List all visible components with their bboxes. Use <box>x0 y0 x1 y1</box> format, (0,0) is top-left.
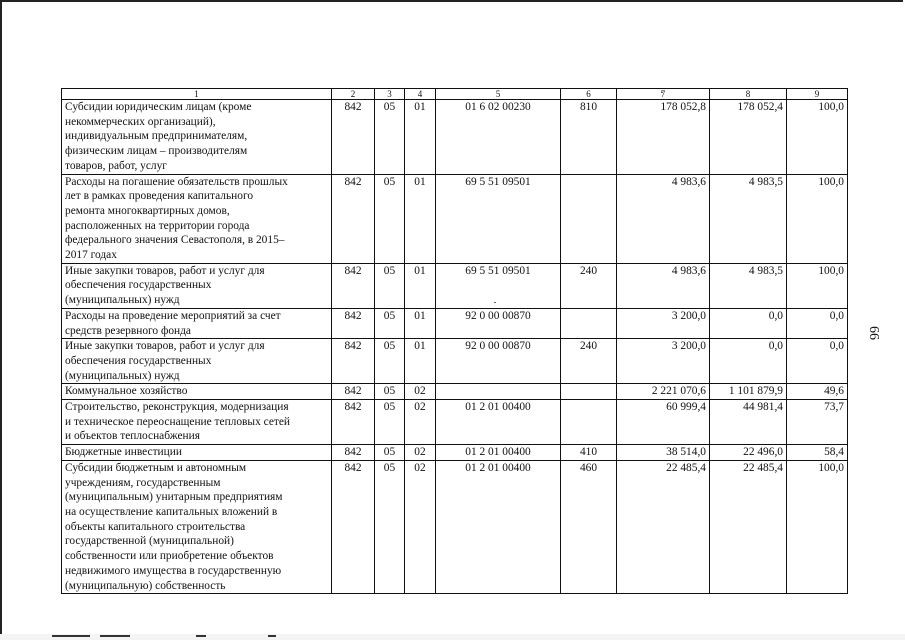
cell-subsection: 02 <box>405 384 436 400</box>
cell-item-name <box>62 339 332 384</box>
cell-executed: 0,0 <box>710 339 787 384</box>
cell-section: 05 <box>375 174 405 263</box>
table-row <box>62 339 848 384</box>
bottom-dash <box>52 635 90 637</box>
table-row <box>62 445 848 461</box>
cell-executed: 4 983,5 <box>710 174 787 263</box>
item-name-line: товаров, работ, услуг <box>65 159 167 172</box>
item-name-line: физическим лицам – производителям <box>65 145 248 158</box>
item-name-line: лет в рамках проведения капитального <box>65 190 254 203</box>
item-name-line: Иные закупки товаров, работ и услуг для <box>65 264 265 277</box>
bottom-dash <box>196 635 206 637</box>
item-name-line: некоммерческих организаций), <box>65 115 216 128</box>
column-header-5: 5 <box>436 89 561 100</box>
cell-expense-type <box>561 400 617 445</box>
cell-section: 05 <box>375 339 405 384</box>
cell-section: 05 <box>375 460 405 593</box>
item-name-line: расположенных на территории города <box>65 219 250 232</box>
item-name-line: обеспечения государственных <box>65 354 212 367</box>
cell-subsection: 01 <box>405 174 436 263</box>
item-name-line: средств резервного фонда <box>65 324 191 337</box>
cell-section: 05 <box>375 100 405 175</box>
cell-ved: 842 <box>332 400 375 445</box>
cell-percent: 58,4 <box>787 445 848 461</box>
item-name-line: Субсидии юридическим лицам (кроме <box>65 101 252 113</box>
cell-ved: 842 <box>332 445 375 461</box>
item-name-line: Бюджетные инвестиции <box>65 446 182 459</box>
cell-ved: 842 <box>332 460 375 593</box>
cell-planned: 60 999,4 <box>617 400 710 445</box>
cell-item-name <box>62 308 332 338</box>
item-name-line: учреждениям, государственным <box>65 476 221 489</box>
table-row <box>62 384 848 400</box>
cell-planned: 38 514,0 <box>617 445 710 461</box>
cell-planned: 3 200,0 <box>617 308 710 338</box>
column-header-7: 7 <box>617 89 710 100</box>
cell-subsection: 01 <box>405 308 436 338</box>
cell-ved: 842 <box>332 100 375 175</box>
table-row <box>62 308 848 338</box>
cell-planned: 178 052,8 <box>617 100 710 175</box>
table-header-row <box>62 89 848 100</box>
budget-table <box>61 88 848 594</box>
cell-planned: 3 200,0 <box>617 339 710 384</box>
table-row <box>62 174 848 263</box>
cell-expense-type: 810 <box>561 100 617 175</box>
cell-item-name <box>62 384 332 400</box>
cell-ved: 842 <box>332 174 375 263</box>
cell-planned: 4 983,6 <box>617 174 710 263</box>
table-row <box>62 100 848 175</box>
cell-percent: 100,0 <box>787 263 848 308</box>
cell-executed: 22 485,4 <box>710 460 787 593</box>
cell-expense-type <box>561 384 617 400</box>
cell-subsection: 02 <box>405 460 436 593</box>
cell-section: 05 <box>375 263 405 308</box>
item-name-line: (муниципальных) нужд <box>65 294 180 307</box>
cell-percent: 100,0 <box>787 460 848 593</box>
cell-executed: 178 052,4 <box>710 100 787 175</box>
cell-ved: 842 <box>332 339 375 384</box>
column-header-4: 4 <box>405 89 436 100</box>
column-header-9: 9 <box>787 89 848 100</box>
cell-percent: 100,0 <box>787 174 848 263</box>
item-name-line: на осуществление капитальных вложений в <box>65 505 278 518</box>
cell-percent: 0,0 <box>787 308 848 338</box>
cell-subsection: 01 <box>405 263 436 308</box>
cell-section: 05 <box>375 445 405 461</box>
cell-subsection: 01 <box>405 100 436 175</box>
item-name-line: Расходы на погашение обязательств прошлых <box>65 175 288 188</box>
cell-planned: 22 485,4 <box>617 460 710 593</box>
cell-percent: 49,6 <box>787 384 848 400</box>
cell-expense-type: 460 <box>561 460 617 593</box>
page-bottom-edge <box>0 634 905 640</box>
cell-target-article: 92 0 00 00870 <box>436 308 561 338</box>
item-name-line: 2017 годах <box>65 249 117 262</box>
item-name-line: (муниципальных) нужд <box>65 369 180 382</box>
cell-expense-type: 410 <box>561 445 617 461</box>
bottom-dash <box>100 635 130 637</box>
table-body <box>62 100 848 594</box>
cell-planned: 4 983,6 <box>617 263 710 308</box>
item-name-line: (муниципальную) собственность <box>65 579 226 592</box>
cell-percent: 73,7 <box>787 400 848 445</box>
item-name-line: ремонта многоквартирных домов, <box>65 204 230 217</box>
column-header-3: 3 <box>375 89 405 100</box>
cell-expense-type <box>561 308 617 338</box>
item-name-line: индивидуальным предпринимателям, <box>65 130 248 143</box>
item-name-line: Иные закупки товаров, работ и услуг для <box>65 340 265 353</box>
bottom-dash <box>268 635 276 637</box>
cell-section: 05 <box>375 308 405 338</box>
cell-expense-type <box>561 174 617 263</box>
item-name-line: и техническое переоснащение тепловых сетей <box>65 415 291 428</box>
cell-target-article: 69 5 51 09501 <box>436 174 561 263</box>
cell-target-article <box>436 384 561 400</box>
cell-executed: 1 101 879,9 <box>710 384 787 400</box>
item-name-line: государственной (муниципальной) <box>65 535 234 548</box>
cell-target-article: 01 2 01 00400 <box>436 445 561 461</box>
item-name-line: объекты капитального строительства <box>65 520 246 533</box>
table-row <box>62 460 848 593</box>
cell-section: 05 <box>375 400 405 445</box>
cell-ved: 842 <box>332 384 375 400</box>
item-name-line: недвижимого имущества в государственную <box>65 564 282 577</box>
cell-executed: 0,0 <box>710 308 787 338</box>
cell-item-name <box>62 460 332 593</box>
cell-item-name <box>62 445 332 461</box>
column-header-6: 6 <box>561 89 617 100</box>
cell-item-name <box>62 400 332 445</box>
item-name-line: федерального значения Севастополя, в 2015– <box>65 234 285 247</box>
cell-section: 05 <box>375 384 405 400</box>
item-name-line: Коммунальное хозяйство <box>65 385 188 398</box>
page-number: 66 <box>866 326 881 340</box>
cell-item-name <box>62 263 332 308</box>
cell-executed: 22 496,0 <box>710 445 787 461</box>
item-name-line: обеспечения государственных <box>65 279 212 292</box>
cell-subsection: 02 <box>405 445 436 461</box>
cell-ved: 842 <box>332 308 375 338</box>
column-header-1: 1 <box>62 89 332 100</box>
cell-target-article: 01 2 01 00400 <box>436 460 561 593</box>
cell-target-article: 92 0 00 00870 <box>436 339 561 384</box>
cell-target-article: 69 5 51 09501 <box>436 263 561 308</box>
cell-planned: 2 221 070,6 <box>617 384 710 400</box>
table-row <box>62 400 848 445</box>
cell-target-article: 01 6 02 00230 <box>436 100 561 175</box>
cell-target-article: 01 2 01 00400 <box>436 400 561 445</box>
cell-ved: 842 <box>332 263 375 308</box>
cell-executed: 4 983,5 <box>710 263 787 308</box>
item-name-line: и объектов теплоснабжения <box>65 430 200 443</box>
cell-subsection: 02 <box>405 400 436 445</box>
item-name-line: (муниципальным) унитарным предприятиям <box>65 491 283 504</box>
cell-expense-type: 240 <box>561 339 617 384</box>
item-name-line: Субсидии бюджетным и автономным <box>65 461 247 474</box>
cell-expense-type: 240 <box>561 263 617 308</box>
column-header-8: 8 <box>710 89 787 100</box>
cell-percent: 100,0 <box>787 100 848 175</box>
cell-item-name <box>62 174 332 263</box>
cell-executed: 44 981,4 <box>710 400 787 445</box>
column-header-2: 2 <box>332 89 375 100</box>
table-row <box>62 263 848 308</box>
item-name-line: Расходы на проведение мероприятий за счет <box>65 309 281 322</box>
cell-subsection: 01 <box>405 339 436 384</box>
item-name-line: Строительство, реконструкция, модернизация <box>65 401 289 414</box>
cell-percent: 0,0 <box>787 339 848 384</box>
cell-item-name <box>62 100 332 175</box>
item-name-line: собственности или приобретение объектов <box>65 550 274 563</box>
